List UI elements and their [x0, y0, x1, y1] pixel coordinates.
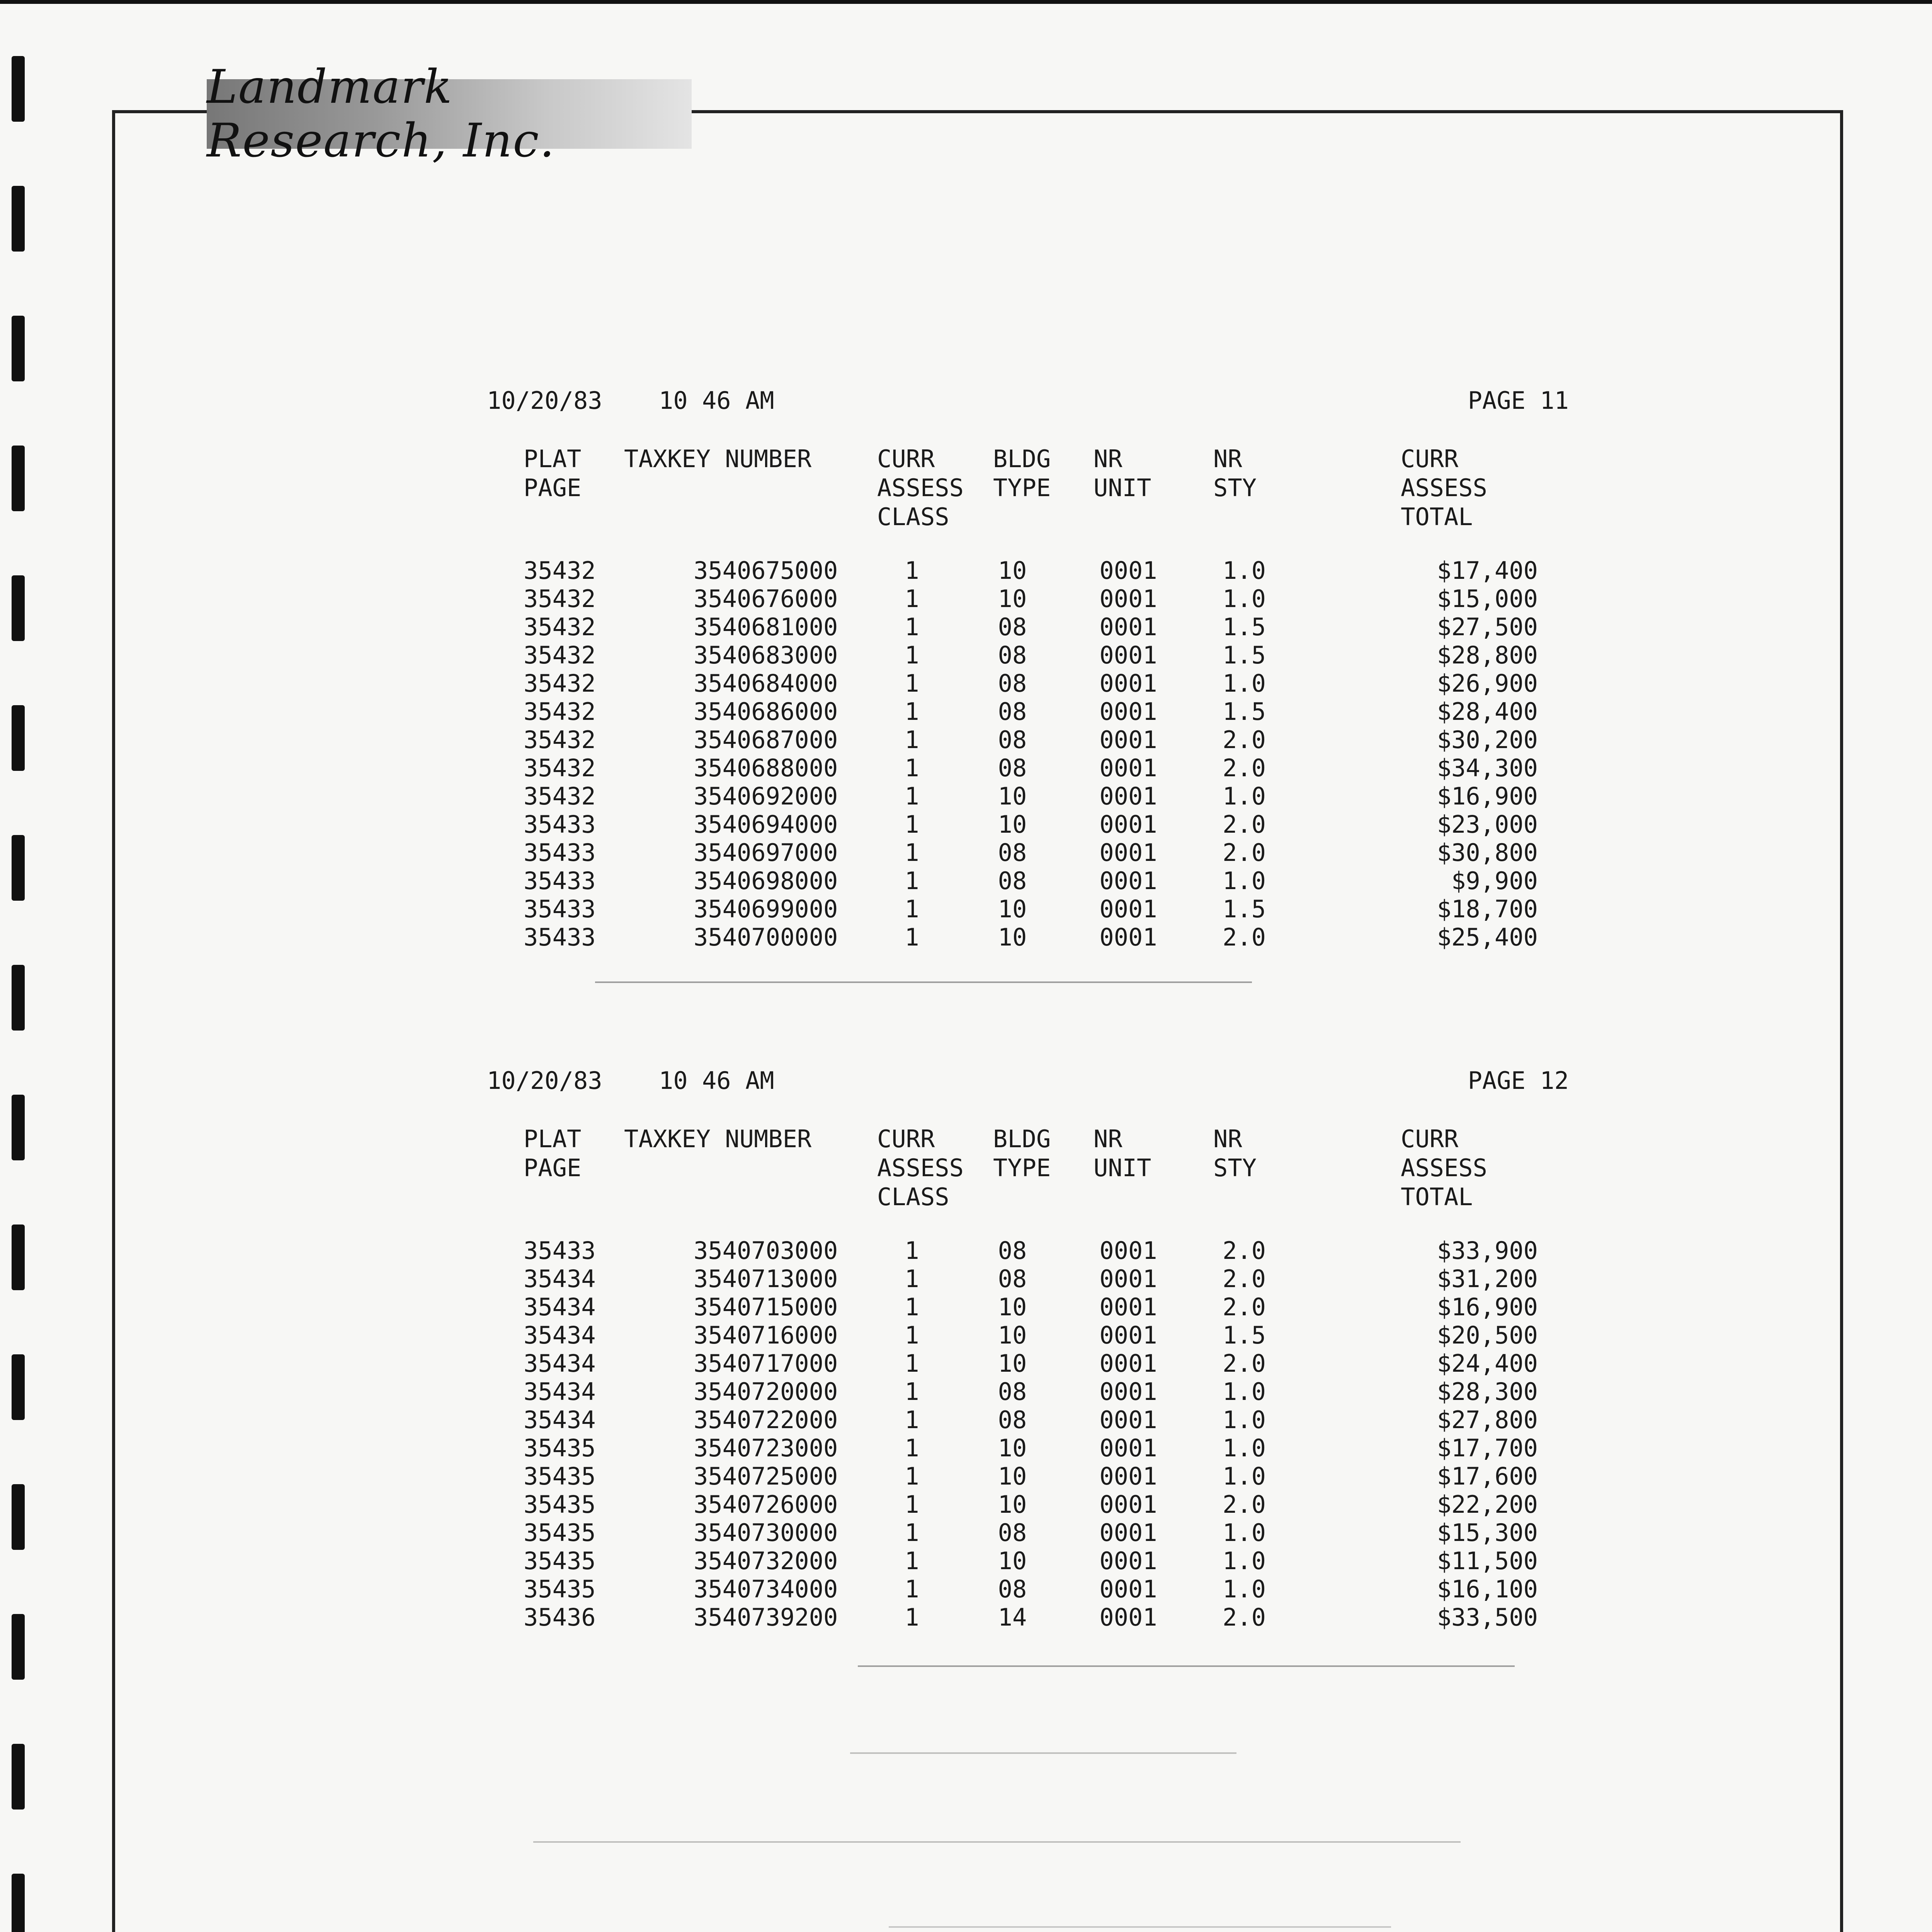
- cell-assess-class: 1: [905, 782, 919, 810]
- divider-rule: [595, 981, 1252, 983]
- cell-bldg-type: 10: [998, 810, 1027, 838]
- cell-plat-page: 35432: [524, 556, 596, 585]
- cell-nr-unit: 0001: [1099, 1434, 1157, 1462]
- cell-assess-class: 1: [905, 1406, 919, 1434]
- cell-nr-sty: 1.0: [1223, 1462, 1266, 1490]
- cell-nr-sty: 1.0: [1223, 1378, 1266, 1406]
- cell-nr-sty: 1.0: [1223, 556, 1266, 585]
- cell-taxkey: 3540732000: [694, 1547, 838, 1575]
- cell-assess-class: 1: [905, 1575, 919, 1603]
- report-page-label: PAGE 11: [1468, 386, 1569, 415]
- cell-nr-unit: 0001: [1099, 754, 1157, 782]
- report-page-label: PAGE 12: [1468, 1066, 1569, 1095]
- col-taxkey: TAXKEY NUMBER: [624, 1125, 812, 1153]
- cell-assess-total: $9,900: [1451, 867, 1538, 895]
- cell-plat-page: 35432: [524, 697, 596, 726]
- cell-bldg-type: 10: [998, 556, 1027, 585]
- table-row: [487, 1293, 1569, 1321]
- cell-nr-unit: 0001: [1099, 585, 1157, 613]
- table-row: [487, 585, 1569, 612]
- cell-plat-page: 35435: [524, 1547, 596, 1575]
- cell-taxkey: 3540720000: [694, 1378, 838, 1406]
- punch-hole: [12, 835, 25, 901]
- cell-bldg-type: 10: [998, 895, 1027, 923]
- table-row: [487, 1490, 1569, 1518]
- report-date: 10/20/83: [487, 1066, 602, 1095]
- punch-hole: [12, 186, 25, 252]
- cell-nr-unit: 0001: [1099, 1462, 1157, 1490]
- punch-hole: [12, 1484, 25, 1550]
- cell-plat-page: 35432: [524, 613, 596, 641]
- punch-hole: [12, 965, 25, 1031]
- cell-assess-class: 1: [905, 1378, 919, 1406]
- cell-bldg-type: 08: [998, 1406, 1027, 1434]
- table-row: [487, 1349, 1569, 1377]
- cell-nr-sty: 2.0: [1223, 1265, 1266, 1293]
- col-curr-assess-total: CURR ASSESS TOTAL: [1401, 1125, 1487, 1211]
- cell-nr-sty: 1.5: [1223, 613, 1266, 641]
- cell-taxkey: 3540692000: [694, 782, 838, 810]
- cell-taxkey: 3540686000: [694, 697, 838, 726]
- col-bldg-type: BLDG TYPE: [993, 445, 1051, 502]
- punch-hole: [12, 575, 25, 641]
- cell-bldg-type: 10: [998, 1293, 1027, 1321]
- divider-rule: [858, 1665, 1515, 1667]
- cell-assess-total: $16,900: [1437, 782, 1538, 810]
- cell-assess-total: $27,500: [1437, 613, 1538, 641]
- cell-assess-total: $28,400: [1437, 697, 1538, 726]
- faint-rule: [889, 1926, 1391, 1928]
- cell-nr-unit: 0001: [1099, 1406, 1157, 1434]
- cell-assess-total: $28,300: [1437, 1378, 1538, 1406]
- cell-assess-total: $16,900: [1437, 1293, 1538, 1321]
- cell-assess-total: $26,900: [1437, 669, 1538, 697]
- cell-assess-class: 1: [905, 1293, 919, 1321]
- cell-plat-page: 35434: [524, 1378, 596, 1406]
- col-taxkey: TAXKEY NUMBER: [624, 445, 812, 473]
- cell-nr-unit: 0001: [1099, 1349, 1157, 1378]
- table-row: [487, 838, 1569, 866]
- cell-assess-class: 1: [905, 1490, 919, 1519]
- cell-assess-total: $16,100: [1437, 1575, 1538, 1603]
- cell-nr-unit: 0001: [1099, 1265, 1157, 1293]
- cell-nr-sty: 1.0: [1223, 1575, 1266, 1603]
- table-row: [487, 1575, 1569, 1603]
- cell-bldg-type: 10: [998, 1434, 1027, 1462]
- cell-nr-unit: 0001: [1099, 669, 1157, 697]
- cell-taxkey: 3540716000: [694, 1321, 838, 1349]
- cell-assess-class: 1: [905, 585, 919, 613]
- cell-nr-unit: 0001: [1099, 1547, 1157, 1575]
- cell-taxkey: 3540739200: [694, 1603, 838, 1631]
- cell-taxkey: 3540688000: [694, 754, 838, 782]
- cell-assess-class: 1: [905, 754, 919, 782]
- col-bldg-type: BLDG TYPE: [993, 1125, 1051, 1182]
- cell-bldg-type: 10: [998, 585, 1027, 613]
- cell-assess-class: 1: [905, 556, 919, 585]
- cell-nr-unit: 0001: [1099, 1603, 1157, 1631]
- cell-plat-page: 35435: [524, 1575, 596, 1603]
- cell-taxkey: 3540730000: [694, 1519, 838, 1547]
- cell-assess-total: $28,800: [1437, 641, 1538, 669]
- table-row: [487, 754, 1569, 782]
- cell-plat-page: 35434: [524, 1349, 596, 1378]
- cell-assess-class: 1: [905, 810, 919, 838]
- table-row: [487, 867, 1569, 895]
- cell-taxkey: 3540713000: [694, 1265, 838, 1293]
- cell-nr-unit: 0001: [1099, 641, 1157, 669]
- cell-taxkey: 3540723000: [694, 1434, 838, 1462]
- column-headers: [487, 444, 1569, 533]
- cell-assess-class: 1: [905, 1236, 919, 1265]
- cell-nr-unit: 0001: [1099, 1575, 1157, 1603]
- column-headers: [487, 1124, 1569, 1213]
- cell-bldg-type: 08: [998, 1378, 1027, 1406]
- cell-nr-unit: 0001: [1099, 697, 1157, 726]
- col-curr-assess-class: CURR ASSESS CLASS: [877, 1125, 964, 1211]
- cell-taxkey: 3540694000: [694, 810, 838, 838]
- cell-taxkey: 3540684000: [694, 669, 838, 697]
- cell-nr-unit: 0001: [1099, 613, 1157, 641]
- cell-nr-sty: 1.0: [1223, 1406, 1266, 1434]
- punch-hole: [12, 1744, 25, 1810]
- cell-assess-total: $23,000: [1437, 810, 1538, 838]
- cell-bldg-type: 10: [998, 1321, 1027, 1349]
- punch-hole: [12, 316, 25, 381]
- cell-assess-total: $25,400: [1437, 923, 1538, 951]
- cell-plat-page: 35432: [524, 726, 596, 754]
- cell-assess-class: 1: [905, 613, 919, 641]
- col-nr-sty: NR STY: [1213, 445, 1257, 502]
- cell-assess-total: $34,300: [1437, 754, 1538, 782]
- cell-bldg-type: 08: [998, 1519, 1027, 1547]
- cell-taxkey: 3540683000: [694, 641, 838, 669]
- cell-assess-total: $18,700: [1437, 895, 1538, 923]
- cell-bldg-type: 10: [998, 1462, 1027, 1490]
- company-logo: [207, 60, 692, 168]
- cell-taxkey: 3540675000: [694, 556, 838, 585]
- cell-plat-page: 35434: [524, 1293, 596, 1321]
- cell-bldg-type: 08: [998, 669, 1027, 697]
- cell-assess-total: $17,600: [1437, 1462, 1538, 1490]
- cell-plat-page: 35435: [524, 1490, 596, 1519]
- cell-nr-sty: 2.0: [1223, 754, 1266, 782]
- col-nr-unit: NR UNIT: [1094, 445, 1151, 502]
- cell-assess-class: 1: [905, 1547, 919, 1575]
- cell-bldg-type: 08: [998, 754, 1027, 782]
- cell-bldg-type: 08: [998, 867, 1027, 895]
- cell-bldg-type: 08: [998, 1575, 1027, 1603]
- table-row: [487, 895, 1569, 923]
- cell-assess-total: $30,200: [1437, 726, 1538, 754]
- cell-nr-sty: 2.0: [1223, 923, 1266, 951]
- table-row: [487, 1406, 1569, 1434]
- cell-bldg-type: 08: [998, 838, 1027, 867]
- cell-assess-total: $15,300: [1437, 1519, 1538, 1547]
- cell-nr-sty: 2.0: [1223, 1349, 1266, 1378]
- cell-taxkey: 3540722000: [694, 1406, 838, 1434]
- table-row: [487, 923, 1569, 951]
- report-date: 10/20/83: [487, 386, 602, 415]
- table-row: [487, 556, 1569, 584]
- col-nr-unit: NR UNIT: [1094, 1125, 1151, 1182]
- cell-assess-class: 1: [905, 1349, 919, 1378]
- cell-plat-page: 35434: [524, 1265, 596, 1293]
- table-row: [487, 613, 1569, 641]
- cell-nr-sty: 1.0: [1223, 782, 1266, 810]
- cell-taxkey: 3540700000: [694, 923, 838, 951]
- cell-bldg-type: 10: [998, 1490, 1027, 1519]
- cell-assess-class: 1: [905, 1265, 919, 1293]
- cell-taxkey: 3540698000: [694, 867, 838, 895]
- cell-taxkey: 3540734000: [694, 1575, 838, 1603]
- cell-taxkey: 3540676000: [694, 585, 838, 613]
- col-plat-page: PLAT PAGE: [524, 1125, 582, 1182]
- cell-nr-unit: 0001: [1099, 726, 1157, 754]
- table-row: [487, 1547, 1569, 1575]
- cell-nr-sty: 2.0: [1223, 838, 1266, 867]
- cell-plat-page: 35432: [524, 669, 596, 697]
- cell-assess-total: $33,900: [1437, 1236, 1538, 1265]
- cell-bldg-type: 08: [998, 726, 1027, 754]
- cell-assess-class: 1: [905, 838, 919, 867]
- table-row: [487, 1462, 1569, 1490]
- cell-assess-total: $17,400: [1437, 556, 1538, 585]
- table-row: [487, 1236, 1569, 1264]
- cell-assess-total: $30,800: [1437, 838, 1538, 867]
- cell-nr-sty: 1.5: [1223, 641, 1266, 669]
- punch-hole: [12, 1354, 25, 1420]
- cell-nr-unit: 0001: [1099, 1490, 1157, 1519]
- top-border: [0, 0, 1932, 4]
- cell-bldg-type: 08: [998, 613, 1027, 641]
- cell-nr-sty: 2.0: [1223, 1603, 1266, 1631]
- cell-plat-page: 35435: [524, 1519, 596, 1547]
- cell-plat-page: 35433: [524, 810, 596, 838]
- cell-taxkey: 3540681000: [694, 613, 838, 641]
- report-time: 10 46 AM: [659, 1066, 774, 1095]
- cell-bldg-type: 08: [998, 1236, 1027, 1265]
- cell-taxkey: 3540687000: [694, 726, 838, 754]
- cell-assess-class: 1: [905, 669, 919, 697]
- cell-nr-sty: 1.0: [1223, 1547, 1266, 1575]
- cell-bldg-type: 10: [998, 923, 1027, 951]
- cell-plat-page: 35433: [524, 895, 596, 923]
- cell-assess-class: 1: [905, 1434, 919, 1462]
- cell-plat-page: 35435: [524, 1462, 596, 1490]
- cell-plat-page: 35434: [524, 1406, 596, 1434]
- table-row: [487, 726, 1569, 753]
- cell-nr-sty: 1.5: [1223, 1321, 1266, 1349]
- cell-plat-page: 35432: [524, 782, 596, 810]
- table-row: [487, 1265, 1569, 1293]
- cell-nr-sty: 1.5: [1223, 895, 1266, 923]
- punch-hole: [12, 1225, 25, 1290]
- cell-assess-total: $31,200: [1437, 1265, 1538, 1293]
- cell-plat-page: 35433: [524, 867, 596, 895]
- cell-assess-total: $17,700: [1437, 1434, 1538, 1462]
- cell-nr-unit: 0001: [1099, 1293, 1157, 1321]
- cell-nr-sty: 1.0: [1223, 1519, 1266, 1547]
- cell-bldg-type: 08: [998, 697, 1027, 726]
- report-header: [487, 386, 1569, 417]
- page-frame: [112, 110, 1843, 1932]
- logo-text: Landmark Research, Inc.: [207, 60, 555, 168]
- cell-nr-unit: 0001: [1099, 1236, 1157, 1265]
- punch-hole: [12, 1614, 25, 1680]
- cell-nr-sty: 1.0: [1223, 585, 1266, 613]
- cell-assess-class: 1: [905, 895, 919, 923]
- table-row: [487, 1378, 1569, 1405]
- cell-nr-unit: 0001: [1099, 838, 1157, 867]
- cell-nr-unit: 0001: [1099, 895, 1157, 923]
- cell-plat-page: 35432: [524, 585, 596, 613]
- cell-assess-class: 1: [905, 641, 919, 669]
- cell-nr-sty: 1.0: [1223, 669, 1266, 697]
- cell-assess-total: $20,500: [1437, 1321, 1538, 1349]
- cell-bldg-type: 10: [998, 1547, 1027, 1575]
- table-row: [487, 1603, 1569, 1631]
- table-row: [487, 669, 1569, 697]
- cell-assess-class: 1: [905, 923, 919, 951]
- cell-bldg-type: 08: [998, 1265, 1027, 1293]
- cell-nr-unit: 0001: [1099, 1378, 1157, 1406]
- table-row: [487, 1434, 1569, 1462]
- col-curr-assess-total: CURR ASSESS TOTAL: [1401, 445, 1487, 531]
- cell-nr-unit: 0001: [1099, 782, 1157, 810]
- cell-nr-unit: 0001: [1099, 867, 1157, 895]
- cell-assess-total: $22,200: [1437, 1490, 1538, 1519]
- faint-rule: [533, 1841, 1461, 1843]
- cell-nr-unit: 0001: [1099, 1321, 1157, 1349]
- cell-assess-class: 1: [905, 867, 919, 895]
- report-time: 10 46 AM: [659, 386, 774, 415]
- col-curr-assess-class: CURR ASSESS CLASS: [877, 445, 964, 531]
- cell-assess-class: 1: [905, 697, 919, 726]
- cell-taxkey: 3540697000: [694, 838, 838, 867]
- cell-assess-total: $24,400: [1437, 1349, 1538, 1378]
- cell-taxkey: 3540715000: [694, 1293, 838, 1321]
- cell-nr-sty: 2.0: [1223, 1490, 1266, 1519]
- cell-nr-sty: 2.0: [1223, 810, 1266, 838]
- report-header: [487, 1066, 1569, 1097]
- cell-nr-unit: 0001: [1099, 556, 1157, 585]
- cell-plat-page: 35432: [524, 754, 596, 782]
- punch-hole: [12, 1874, 25, 1932]
- cell-nr-sty: 2.0: [1223, 1293, 1266, 1321]
- cell-taxkey: 3540717000: [694, 1349, 838, 1378]
- cell-plat-page: 35436: [524, 1603, 596, 1631]
- cell-plat-page: 35433: [524, 923, 596, 951]
- table-row: [487, 810, 1569, 838]
- cell-taxkey: 3540726000: [694, 1490, 838, 1519]
- cell-plat-page: 35432: [524, 641, 596, 669]
- cell-nr-sty: 2.0: [1223, 726, 1266, 754]
- cell-bldg-type: 10: [998, 1349, 1027, 1378]
- cell-plat-page: 35435: [524, 1434, 596, 1462]
- cell-nr-sty: 1.0: [1223, 867, 1266, 895]
- cell-taxkey: 3540703000: [694, 1236, 838, 1265]
- cell-assess-total: $11,500: [1437, 1547, 1538, 1575]
- cell-taxkey: 3540699000: [694, 895, 838, 923]
- punch-hole: [12, 446, 25, 511]
- punch-hole: [12, 1095, 25, 1160]
- cell-nr-unit: 0001: [1099, 810, 1157, 838]
- cell-nr-sty: 2.0: [1223, 1236, 1266, 1265]
- cell-assess-class: 1: [905, 1603, 919, 1631]
- faint-rule: [850, 1752, 1236, 1754]
- cell-assess-class: 1: [905, 1321, 919, 1349]
- cell-assess-class: 1: [905, 726, 919, 754]
- cell-bldg-type: 08: [998, 641, 1027, 669]
- table-row: [487, 1519, 1569, 1546]
- cell-bldg-type: 14: [998, 1603, 1027, 1631]
- table-row: [487, 782, 1569, 810]
- cell-assess-total: $27,800: [1437, 1406, 1538, 1434]
- cell-bldg-type: 10: [998, 782, 1027, 810]
- cell-nr-unit: 0001: [1099, 1519, 1157, 1547]
- cell-assess-total: $15,000: [1437, 585, 1538, 613]
- cell-plat-page: 35434: [524, 1321, 596, 1349]
- cell-plat-page: 35433: [524, 838, 596, 867]
- cell-nr-unit: 0001: [1099, 923, 1157, 951]
- table-row: [487, 1321, 1569, 1349]
- table-row: [487, 641, 1569, 669]
- cell-plat-page: 35433: [524, 1236, 596, 1265]
- cell-assess-class: 1: [905, 1519, 919, 1547]
- cell-nr-sty: 1.0: [1223, 1434, 1266, 1462]
- cell-assess-class: 1: [905, 1462, 919, 1490]
- punch-hole: [12, 705, 25, 771]
- cell-assess-total: $33,500: [1437, 1603, 1538, 1631]
- cell-nr-sty: 1.5: [1223, 697, 1266, 726]
- table-row: [487, 697, 1569, 725]
- col-nr-sty: NR STY: [1213, 1125, 1257, 1182]
- punch-hole: [12, 56, 25, 122]
- cell-taxkey: 3540725000: [694, 1462, 838, 1490]
- col-plat-page: PLAT PAGE: [524, 445, 582, 502]
